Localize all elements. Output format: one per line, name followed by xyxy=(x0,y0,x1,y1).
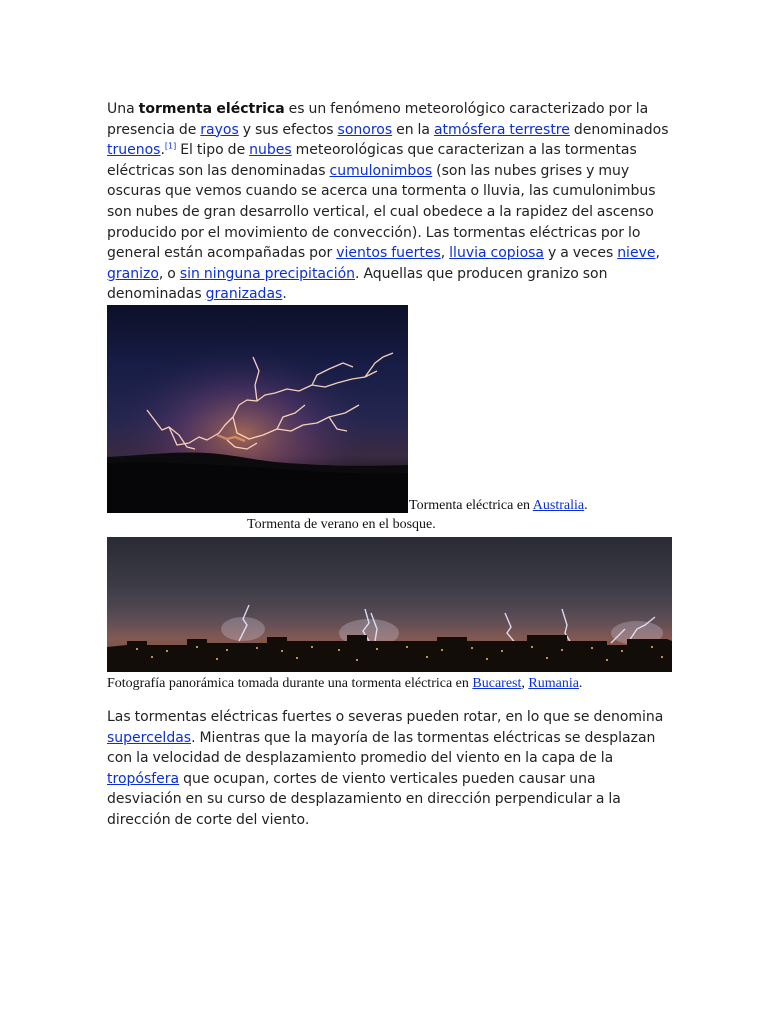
figure-australia-caption xyxy=(409,497,588,515)
text-run: denominados xyxy=(569,121,669,138)
text-run: . xyxy=(160,142,165,159)
link-rumania[interactable]: Rumania xyxy=(528,675,579,691)
link-granizadas[interactable]: granizadas xyxy=(205,286,283,303)
link-vientos-fuertes[interactable]: vientos fuertes xyxy=(336,245,441,262)
caption-text: . xyxy=(578,675,583,691)
link-bucarest[interactable]: Bucarest xyxy=(472,675,522,691)
caption-text: Fotografía panorámica tomada durante una tormenta eléctrica en xyxy=(107,675,473,691)
text-run: . xyxy=(282,286,287,303)
text-run: meteorológicas que caracterizan a las tormentas eléctricas son las denominadas xyxy=(107,142,637,179)
text-run: Una xyxy=(107,101,139,117)
link-nubes[interactable]: nubes xyxy=(249,142,292,159)
link-atmosfera-terrestre[interactable]: atmósfera terrestre xyxy=(433,121,570,138)
link-nieve[interactable]: nieve xyxy=(617,245,656,262)
link-australia[interactable]: Australia xyxy=(532,497,585,513)
link-rayos[interactable]: rayos xyxy=(200,121,239,138)
bold-term: tormenta eléctrica xyxy=(138,101,285,117)
link-sin-ninguna-precipitacion[interactable]: sin ninguna precipitación xyxy=(179,265,356,282)
bucharest-panorama-image[interactable] xyxy=(107,537,672,672)
text-run: (son las nubes grises y muy oscuras que vemos cuando se acerca una tormenta o lluvia, las cumulonimbus son nubes de gran desarrollo vertical, el cual obedece a la rapidez del ascenso producido por el movimiento de convección). Las tormentas eléctricas por lo general están acompañadas por xyxy=(107,162,656,262)
text-run: en la xyxy=(392,121,434,138)
text-run: , o xyxy=(158,265,180,282)
link-sonoros[interactable]: sonoros xyxy=(337,121,393,138)
text-run: Las tormentas eléctricas fuertes o severas pueden rotar, en lo que se denomina xyxy=(107,708,664,725)
text-run: y a veces xyxy=(544,245,618,262)
text-run: . Aquellas que producen granizo son denominadas xyxy=(107,265,608,303)
link-granizo[interactable]: granizo xyxy=(107,265,159,282)
footnote-ref[interactable]: [1] xyxy=(164,141,177,151)
text-run: , xyxy=(655,245,660,262)
caption-text: , xyxy=(521,675,529,691)
link-superceldas[interactable]: superceldas xyxy=(107,729,192,746)
text-run: El tipo de xyxy=(176,142,250,159)
intro-paragraph xyxy=(107,99,672,305)
text-run: y sus efectos xyxy=(238,121,338,138)
document-page xyxy=(107,99,672,831)
figure-australia xyxy=(107,305,672,513)
text-run: , xyxy=(440,245,450,262)
text-run: . Mientras que la mayoría de las tormentas eléctricas se desplazan con la velocidad de desplazamiento promedio del viento en la capa de la xyxy=(107,729,656,767)
text-run: es un fenómeno meteorológico caracterizado por la presencia de xyxy=(107,101,649,138)
storm-australia-image[interactable] xyxy=(107,305,408,513)
panorama-illustration xyxy=(107,537,672,672)
caption-text: Tormenta eléctrica en xyxy=(409,497,533,513)
link-cumulonimbos[interactable]: cumulonimbos xyxy=(329,162,433,179)
lightning-illustration xyxy=(107,305,408,513)
caption-text: . xyxy=(584,497,588,513)
figure-forest-caption: Tormenta de verano en el bosque. xyxy=(247,516,436,532)
supercell-paragraph xyxy=(107,707,672,831)
link-truenos[interactable]: truenos xyxy=(107,142,161,159)
link-lluvia-copiosa[interactable]: lluvia copiosa xyxy=(449,245,545,262)
link-troposfera[interactable]: tropósfera xyxy=(107,770,180,787)
figure-bucharest-caption xyxy=(107,675,672,693)
text-run: que ocupan, cortes de viento verticales pueden causar una desviación en su curso de desplazamiento en dirección perpendicular a la dirección de corte del viento. xyxy=(107,770,621,828)
